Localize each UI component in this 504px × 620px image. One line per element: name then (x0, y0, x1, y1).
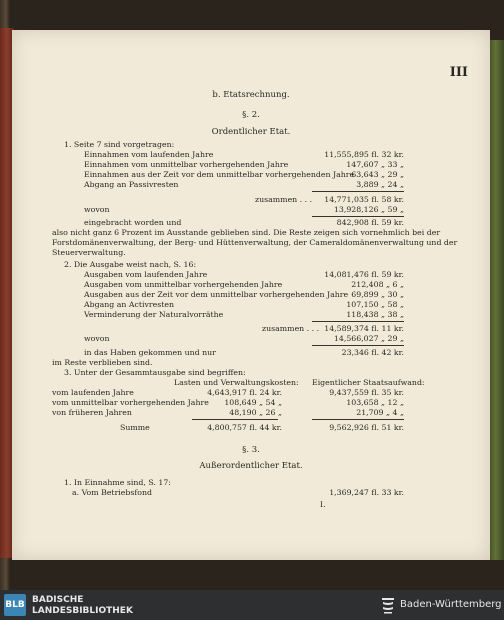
item2-row-value: 118,438 „ 38 „ (346, 310, 404, 319)
baden-wuerttemberg-crest-icon (380, 595, 396, 615)
item2-row-label: Ausgaben vom laufenden Jahre (84, 270, 208, 279)
sum-rule (312, 191, 404, 192)
item1-row-label: Abgang an Passivresten (84, 180, 179, 189)
sum-rule (312, 216, 404, 217)
item2-row-label: Verminderung der Naturalvorräthe (84, 310, 224, 319)
footer-bar (0, 590, 504, 620)
item1-note: Steuerverwaltung. (52, 248, 126, 257)
item2-sum-label: zusammen . . . (262, 324, 320, 333)
item3-row-v2: 9,437,559 fl. 35 kr. (329, 388, 404, 397)
sum-rule (312, 419, 404, 420)
sum-rule (192, 419, 278, 420)
item3-row-v2: 21,709 „ 4 „ (356, 408, 404, 417)
item1-row-value: 147,607 „ 33 „ (346, 160, 404, 169)
item2-credit-label: in das Haben gekommen und nur (84, 348, 216, 357)
document-page (12, 30, 490, 560)
section-title: b. Etatsrechnung. (212, 90, 290, 100)
item3-column-header: Eigentlicher Staatsaufwand: (312, 378, 425, 387)
item2-woven-label: wovon (84, 334, 110, 343)
item3-row-v1: 4,643,917 fl. 24 kr. (207, 388, 282, 397)
item1-row-label: Einnahmen vom unmittelbar vorhergehenden Jahre (84, 160, 289, 169)
item1-collected-label: eingebracht worden und (84, 218, 182, 227)
item3-sum-v2: 9,562,926 fl. 51 kr. (329, 423, 404, 432)
item3-row-label: vom unmittelbar vorhergehenden Jahre (52, 398, 209, 407)
item3-row-v1: 108,649 „ 54 „ (224, 398, 282, 407)
bw-text: Baden-Württemberg (400, 599, 502, 610)
item3-row-v2: 103,658 „ 12 „ (346, 398, 404, 407)
item1-row-label: Einnahmen aus der Zeit vor dem unmittelbar vorhergehenden Jahre (84, 170, 355, 179)
item1-row-value: 63,643 „ 29 „ (351, 170, 404, 179)
item1-woven-value: 13,928,126 „ 59 „ (333, 205, 404, 214)
item2-row-label: Abgang an Activresten (84, 300, 175, 309)
paragraph-2-heading: §. 2. (242, 110, 260, 120)
sum-rule (312, 345, 404, 346)
item2-row-value: 14,081,476 fl. 59 kr. (324, 270, 404, 279)
item3-row-v1: 48,190 „ 26 „ (229, 408, 282, 417)
item1-row-label: Einnahmen vom laufenden Jahre (84, 150, 214, 159)
p3-item1-heading: 1. In Einnahme sind, S. 17: (64, 478, 171, 487)
item1-sum-value: 14,771,035 fl. 58 kr. (324, 195, 404, 204)
item1-heading: 1. Seite 7 sind vorgetragen: (64, 140, 175, 149)
item2-row-value: 107,150 „ 58 „ (346, 300, 404, 309)
item2-woven-value: 14,566,027 „ 29 „ (333, 334, 404, 343)
p3-item1-row-label: a. Vom Betriebsfond (72, 488, 152, 497)
item2-heading: 2. Die Ausgabe weist nach, S. 16: (64, 260, 197, 269)
item1-note: Forstdomänenverwaltung, der Berg- und Hüttenverwaltung, der Cameraldomänenverwaltung und der (52, 238, 458, 247)
item3-sum-v1: 4,800,757 fl. 44 kr. (207, 423, 282, 432)
item1-woven-label: wovon (84, 205, 110, 214)
page-number: III (449, 65, 468, 80)
sum-rule (312, 321, 404, 322)
blb-logo: BLB (4, 594, 26, 616)
item1-note: also nicht ganz 6 Prozent im Ausstande geblieben sind. Die Reste zeigen sich vornehmlich bei der (52, 228, 441, 237)
item2-row-label: Ausgaben vom unmittelbar vorhergehenden Jahre (84, 280, 283, 289)
item3-sum-label: Summe (120, 423, 150, 432)
signature-mark: I. (320, 500, 326, 509)
item2-row-label: Ausgaben aus der Zeit vor dem unmittelbar vorhergehenden Jahre (84, 290, 349, 299)
item1-row-value: 11,555,895 fl. 32 kr. (324, 150, 404, 159)
item1-collected-value: 842,908 fl. 59 kr. (336, 218, 404, 227)
item3-heading: 3. Unter der Gesammtausgabe sind begriffen: (64, 368, 246, 377)
blb-name-line2: LANDESBIBLIOTHEK (32, 606, 133, 616)
paragraph-3-heading: §. 3. (242, 445, 260, 455)
book-cover-edge (490, 40, 504, 560)
item1-row-value: 3,889 „ 24 „ (356, 180, 404, 189)
item3-row-label: von früheren Jahren (52, 408, 132, 417)
item2-row-value: 69,899 „ 30 „ (351, 290, 404, 299)
item2-row-value: 212,408 „ 6 „ (351, 280, 404, 289)
item2-credit-value: 23,346 fl. 42 kr. (341, 348, 404, 357)
blb-name-line1: BADISCHE (32, 595, 84, 605)
paragraph-3-title: Außerordentlicher Etat. (199, 461, 303, 471)
item3-row-label: vom laufenden Jahre (52, 388, 134, 397)
item1-sum-label: zusammen . . . (255, 195, 313, 204)
item2-sum-value: 14,589,374 fl. 11 kr. (324, 324, 404, 333)
item2-rest: im Reste verblieben sind. (52, 358, 153, 367)
paragraph-2-title: Ordentlicher Etat. (211, 127, 291, 137)
item3-column-header: Lasten und Verwaltungskosten: (174, 378, 299, 387)
p3-item1-row-value: 1,369,247 fl. 33 kr. (329, 488, 404, 497)
